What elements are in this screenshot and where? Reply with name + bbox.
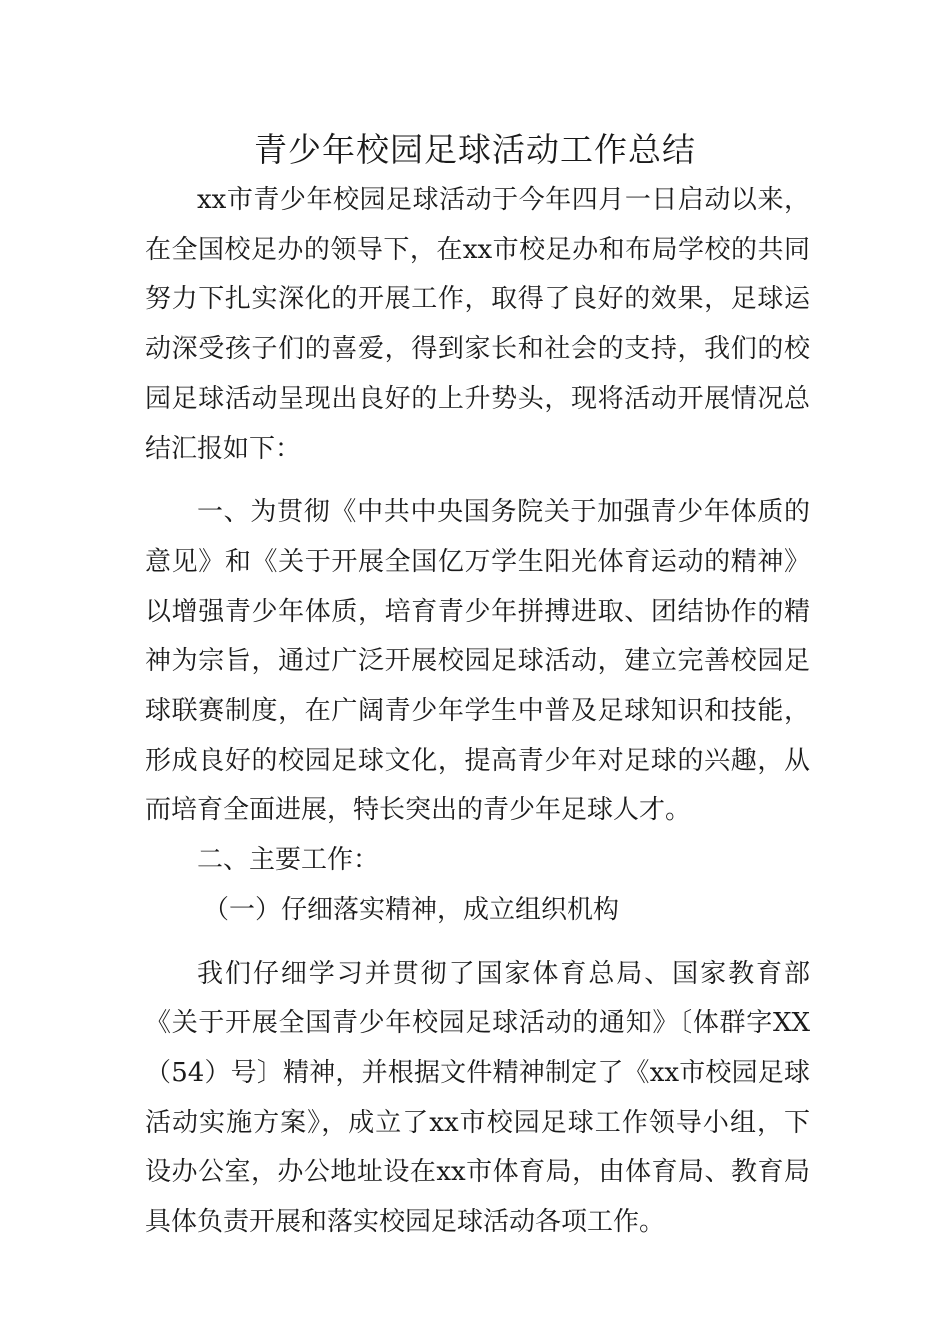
paragraph-section-one: 一、为贯彻《中共中央国务院关于加强青少年体质的意见》和《关于开展全国亿万学生阳光体育运动的精神》以增强青少年体质，培育青少年拼搏进取、团结协作的精神为宗旨，通过广泛开展校园足球活动，建立完善校园足球联赛制度，在广阔青少年学生中普及足球知识和技能，形成良好的校园足球文化，提高青少年对足球的兴趣，从而培育全面进展，特长突出的青少年足球人才。 (145, 497, 810, 826)
subsection-heading-organization: （一）仔细落实精神，成立组织机构 (203, 894, 620, 925)
section-heading-main-work: 二、主要工作： (197, 845, 380, 876)
document-body (145, 176, 810, 1248)
document-title: 青少年校园足球活动工作总结 (254, 130, 696, 169)
paragraph-intro: xx市青少年校园足球活动于今年四月一日启动以来，在全国校足办的领导下，在xx市校足办和布局学校的共同努力下扎实深化的开展工作，取得了良好的效果，足球运动深受孩子们的喜爱，得到家长和社会的支持，我们的校园足球活动呈现出良好的上升势头，现将活动开展情况总结汇报如下： (145, 185, 810, 464)
paragraph-organization-details: 我们仔细学习并贯彻了国家体育总局、国家教育部《关于开展全国青少年校园足球活动的通知》〔体群字XX（54）号〕精神，并根据文件精神制定了《xx市校园足球活动实施方案》，成立了xx市校园足球工作领导小组，下设办公室，办公地址设在xx市体育局，由体育局、教育局具体负责开展和落实校园足球活动各项工作。 (145, 958, 810, 1238)
